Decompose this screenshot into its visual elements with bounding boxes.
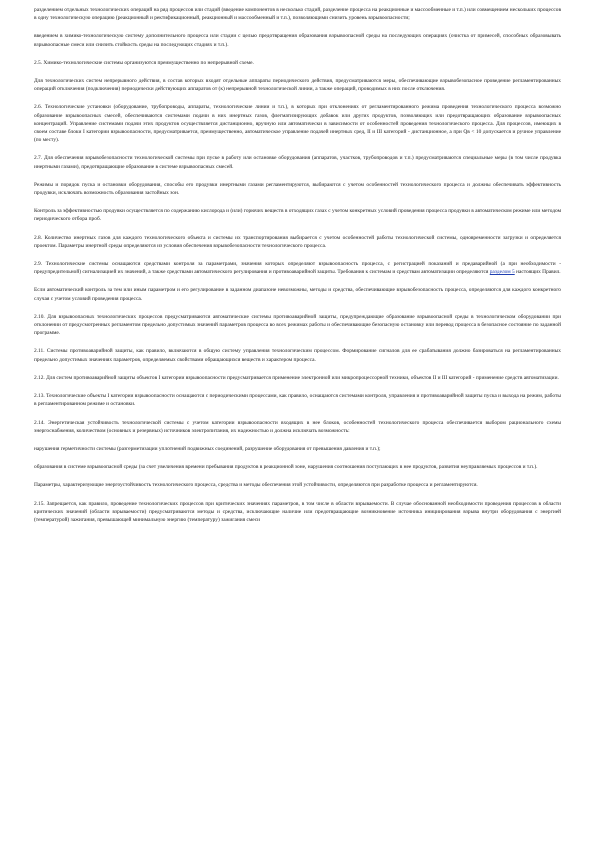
paragraph-14: 2.12. Для систем противоаварийной защиты объектов I категории взрывоопасности предусматривается применение электронной или микропроцессорной техники, объектов II и III категорий - применение средств автоматизации. [34, 374, 559, 381]
paragraph-5: 2.6. Технологические установки (оборудование, трубопроводы, аппараты, технологические линии и т.п.), в которых при отклонениях от регламентированного режима проведения технологического процесса возможно образование взрывоопасных смесей, обеспечиваются системами подачи в них инертных газов, флегматизирующих добавок или других продуктов, позволяющих или предотвращающих образование взрывоопасных концентраций. Управление системами подачи этих продуктов осуществляется дистанционно, вручную или автоматически в зависимости от особенностей проведения технологического процесса. Для процессов, имеющих в своем составе блоки I категории взрывоопасности, предусматривается, преимущественно, автоматическое управление подачей инертных сред, II и III категорий - дистанционное, а при Qв < 10 допускается и ручное управление (по месту). [34, 104, 561, 144]
paragraph-9: 2.8. Количество инертных газов для каждого технологического объекта и системы их транспортирования выбирается с учетом особенностей работы технологической системы, одновременности загрузки и определяется проектом. Параметры инертной среды определяются из условия обеспечения взрывобезопасности технологического процесса. [34, 234, 561, 249]
paragraph-4: Для технологических систем непрерывного действия, в состав которых входят отдельные аппараты периодического действия, предусматриваются меры, обеспечивающие взрывобезопасное проведение регламентированных операций отключения (подключения) периодически действующих аппаратов от (к) непрерывной технологической линии, а также операций, проводимых в них после отключения. [34, 78, 561, 93]
paragraph-11: Если автоматический контроль за тем или иным параметром и его регулирование в заданном диапазоне невозможны, методы и средства, обеспечивающие взрывобезопасность процесса, определяются для каждого конкретного случая с учетом условий проведения процесса. [34, 287, 561, 302]
paragraph-13: 2.11. Системы противоаварийной защиты, как правило, включаются в общую систему управления технологическим процессом. Формирование сигналов для ее срабатывания должно базироваться на регламентированных предельно допустимых значениях параметров, определяемых свойствами обращающихся веществ и характером процесса. [34, 348, 561, 363]
paragraph-17: нарушения герметичности системы (разгерметизации уплотнений подвижных соединений, разрушение оборудования от превышения давления и т.п.); [34, 445, 381, 452]
paragraph-16: 2.14. Энергетическая устойчивость технологической системы с учетом категории взрывоопасности входящих в нее блоков, особенностей технологического процесса обеспечивается выбором рационального схемы энергоснабжения, количеством (основных и резервных) источников электропитания, их надежностью и должна исключать возможность: [34, 419, 561, 434]
paragraph-2: введением в химико-технологическую систему дополнительного процесса или стадии с целью предотвращения образования взрывоопасной среды на последующих операциях (очистка от примесей, способных образовывать взрывоопасные смеси или снизить стойкость среды на последующих стадиях и т.п.). [34, 33, 561, 48]
paragraph-8: Контроль за эффективностью продувки осуществляется по содержанию кислорода и (или) горючих веществ в отходящих газах с учетом конкретных условий проведения процесса продувки в автоматическом режиме или методом периодического отбора проб. [34, 208, 562, 223]
paragraph-20: 2.15. Запрещается, как правило, проведение технологических процессов при критических значениях параметров, в том числе в области взрываемости. В случае обоснованной необходимости проведения процессов в области критических значений (области взрываемости) предусматриваются методы и средства, исключающие наличие или предотвращающие возникновение источника инициирования взрыва внутри оборудования с энергией (температурой) зажигания, превышающей минимальную энергию (температуру) зажигания смеси [34, 500, 561, 523]
paragraph-7: Режимы и порядок пуска и остановки оборудования, способы его продувки инертными газами регламентируются, выбираются с учетом особенностей технологического процесса и должны обеспечивать эффективность продувки, исключать возможность образования застойных зон. [34, 181, 561, 197]
paragraph-6: 2.7. Для обеспечения взрывобезопасности технологической системы при пуске в работу или остановке оборудования (аппаратов, участков, трубопроводов и т.п.) предусматриваются специальные меры (в том числе продувка инертными газами), предотвращающие образование в системе взрывоопасных смесей. [34, 155, 561, 170]
paragraph-12: 2.10. Для взрывоопасных технологических процессов предусматриваются автоматические системы противоаварийной защиты, предупреждающие образование взрывоопасной среды в технологическом оборудовании при отклонении от предусмотренных регламентом предельно допустимых значений параметров процесса во всех режимах работы и обеспечивающие безопасную остановку или перевод процесса в безопасное состояние по заданной программе. [34, 313, 561, 337]
paragraph-10 [34, 260, 561, 276]
paragraph-3: 2.5. Химико-технологические системы организуются преимущественно по непрерывной схеме. [34, 59, 254, 66]
paragraph-1: разделением отдельных технологических операций на ряд процессов или стадий (введение компонентов в несколько стадий, разделение процесса на реакционные и массообменные и т.п.) или совмещением нескольких процессов в одну технологическую операцию (реакционный и ректификационный, реакционный и массообменный и т.п.), позволяющими снизить уровень взрывоопасности; [34, 7, 561, 22]
paragraph-15: 2.13. Технологические объекты I категории взрывоопасности оснащаются с периодическими процессами, как правило, оснащаются системами контроля, управления и противоаварийной защиты пуска и выхода на режим, работы в регламентированном режиме и остановки. [34, 393, 561, 408]
paragraph-18: образования в системе взрывоопасной среды (за счет увеличения времени пребывания продуктов в реакционной зоне, нарушения соотношения поступающих в нее продуктов, развития неуправляемых процессов и т.п.). [34, 464, 538, 471]
paragraph-19: Параметры, характеризующие энергоустойчивость технологического процесса, средства и методы обеспечения этой устойчивости, определяются при разработке процесса и регламентируются. [34, 482, 478, 489]
paragraph-10-text: 2.9. Технологические системы оснащаются средствами контроля за параметрами, значения которых определяют взрывоопасность процесса, с регистрацией показаний и предаварийной (а при необходимости - предупредительной) сигнализацией их значений, а также средствами автоматического регулирования и противоаварийной защиты. Требования к системам и средствам автоматизации определяются [34, 261, 561, 276]
section-5-link[interactable]: разделом 5 [489, 269, 515, 276]
paragraph-10-suffix: настоящих Правил. [514, 269, 561, 276]
